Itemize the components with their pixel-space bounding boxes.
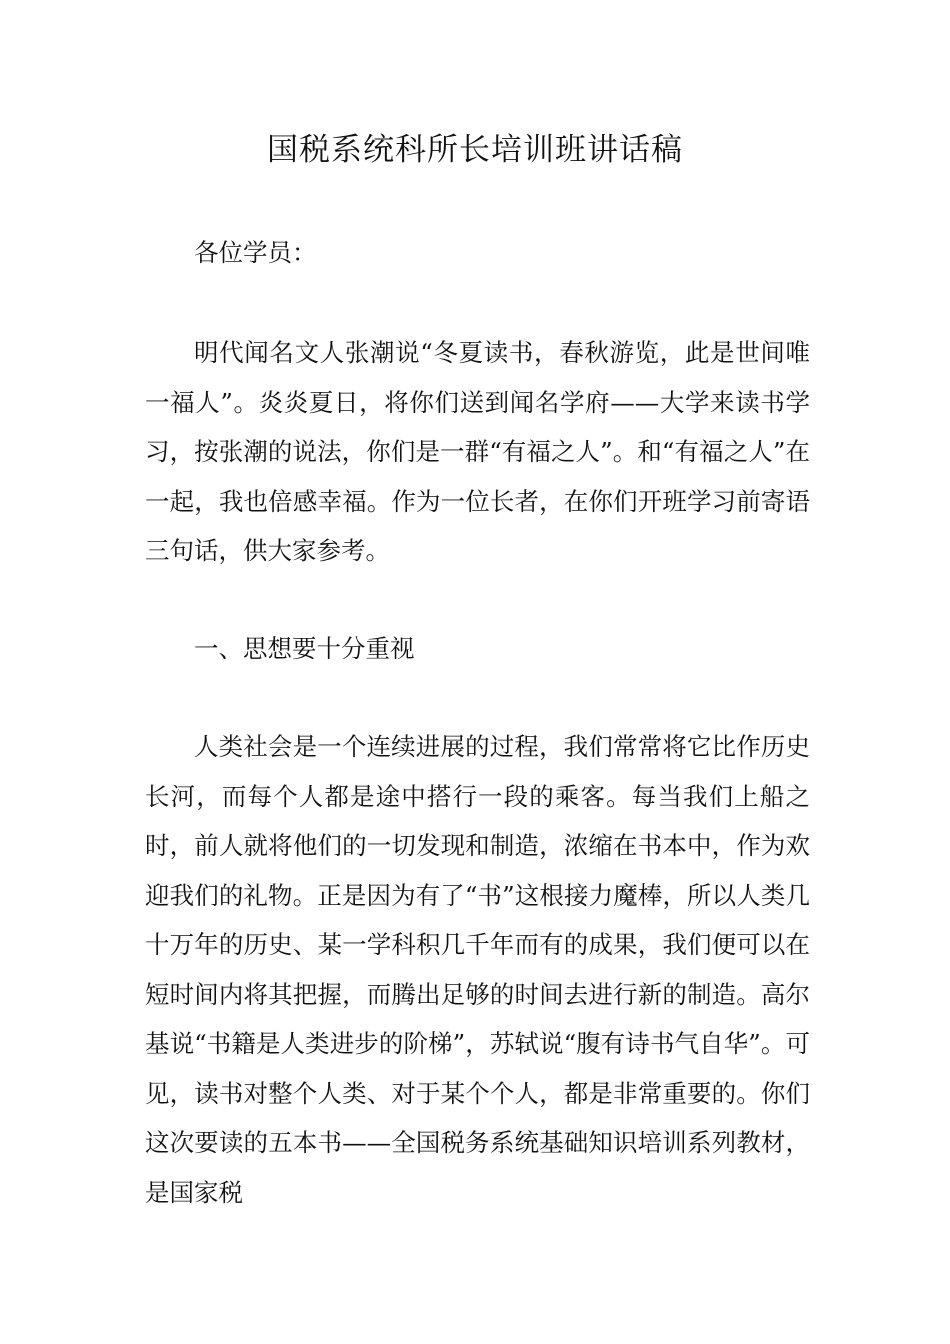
salutation: 各位学员： (194, 238, 317, 267)
paragraph-body: 人类社会是一个连续进展的过程，我们常常将它比作历史长河，而每个人都是途中搭行一段的乘客。每当我们上船之时，前人就将他们的一切发现和制造，浓缩在书本中，作为欢迎我们的礼物。正是因为有了“书”这根接力魔棒，所以人类几十万年的历史、某一学科积几千年而有的成果，我们便可以在短时间内将其把握，而腾出足够的时间去进行新的制造。高尔基说“书籍是人类进步的阶梯”，苏轼说“腹有诗书气自华”。可见，读书对整个人类、对于某个个人，都是非常重要的。你们这次要读的五本书——全国税务系统基础知识培训系列教材，是国家税 (145, 732, 810, 1207)
document-title: 国税系统科所长培训班讲话稿 (267, 132, 683, 168)
section-heading: 一、思想要十分重视 (194, 634, 415, 663)
paragraph-intro: 明代闻名文人张潮说“冬夏读书，春秋游览，此是世间唯一福人”。炎炎夏日，将你们送到闻名学府——大学来读书学习，按张潮的说法，你们是一群“有福之人”。和“有福之人”在一起，我也倍感幸福。作为一位长者，在你们开班学习前寄语三句话，供大家参考。 (145, 338, 810, 565)
